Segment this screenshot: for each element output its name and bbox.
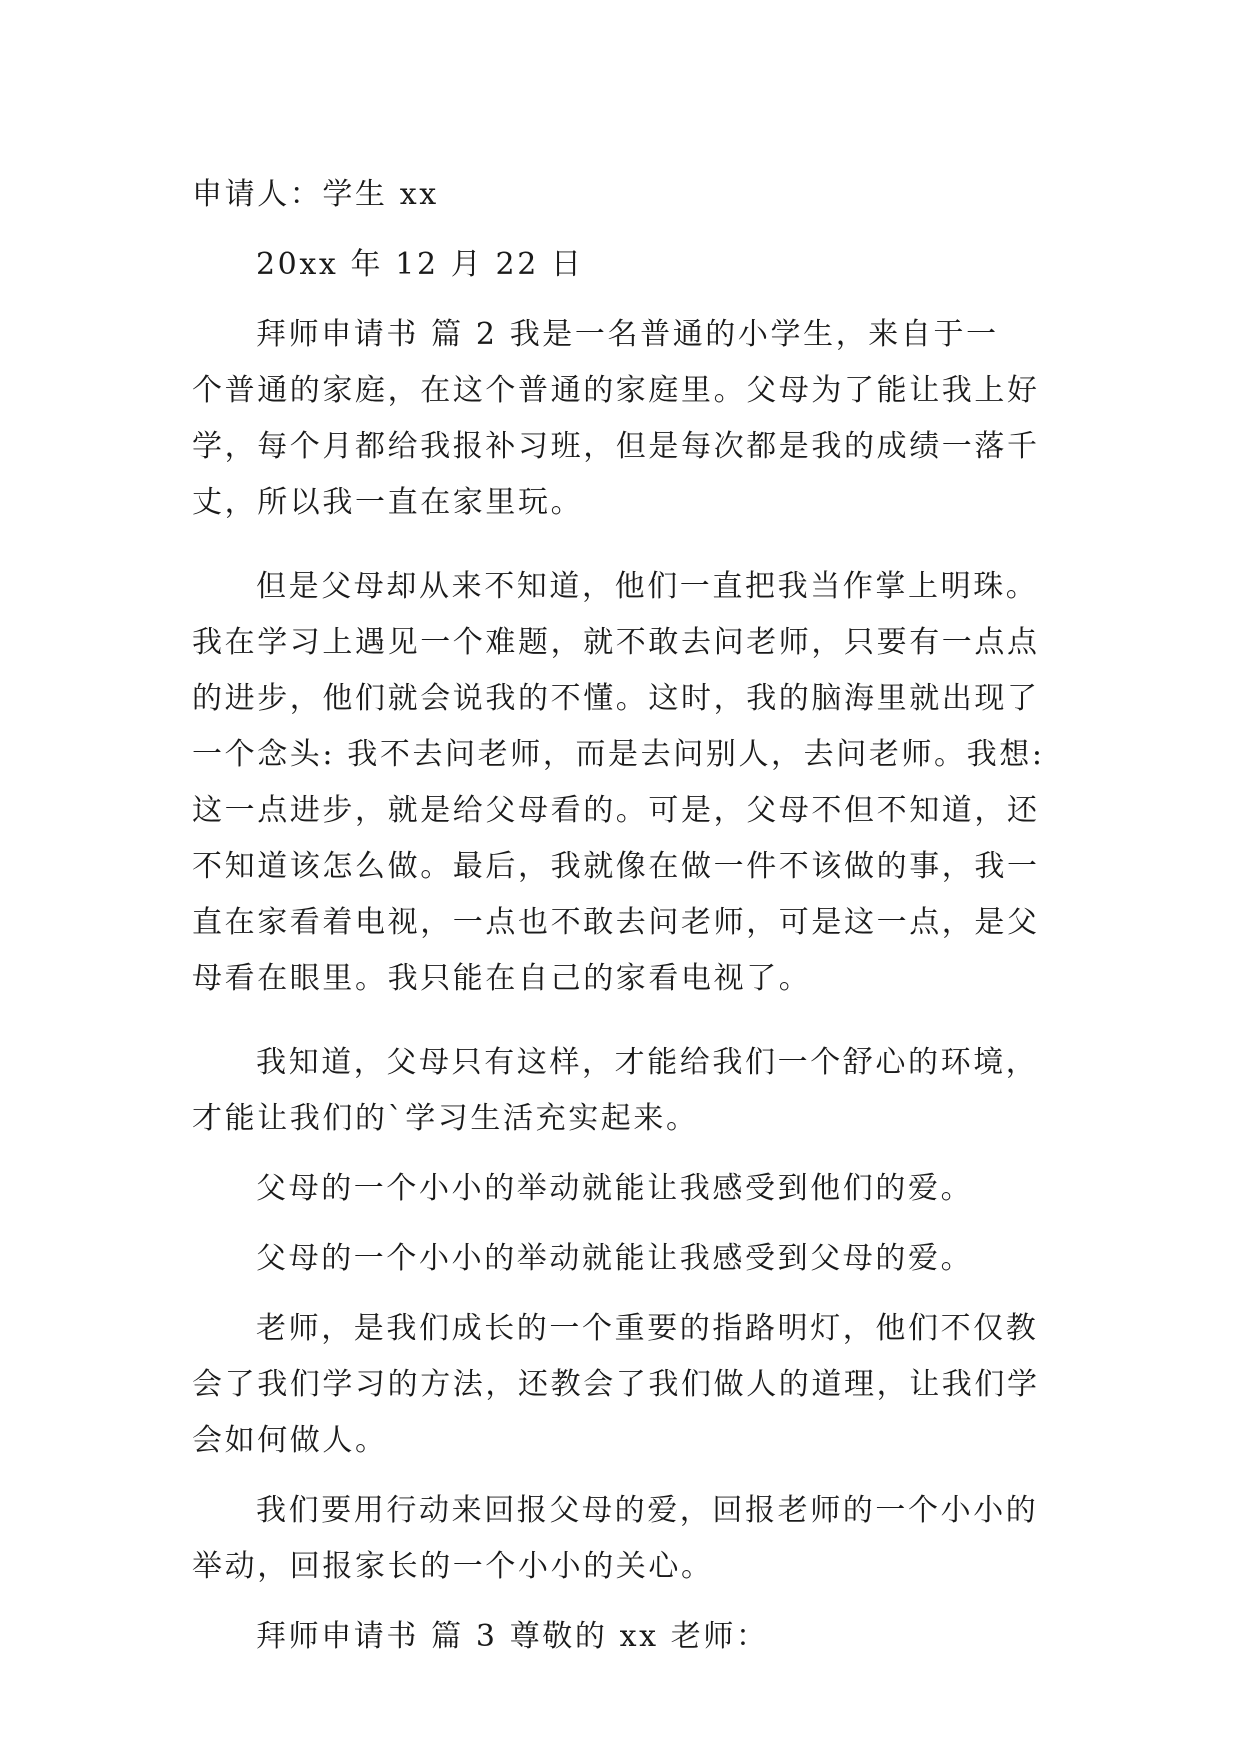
document-body [192,167,1072,1665]
paragraph-6-line: 老师，是我们成长的一个重要的指路明灯，他们不仅教 [256,1311,1039,1346]
paragraph-4: 父母的一个小小的举动就能让我感受到他们的爱。 [256,1171,974,1206]
paragraph-3 [192,1035,1072,1147]
paragraph-2-line: 一个念头: 我不去问老师，而是去问别人，去问老师。我想: [192,737,1045,772]
paragraph-1-line: 丈，所以我一直在家里玩。 [192,485,584,520]
paragraph-7-line: 举动，回报家长的一个小小的关心。 [192,1549,714,1584]
paragraph-3-line: 才能让我们的`学习生活充实起来。 [192,1101,699,1136]
paragraph-1-line: 个普通的家庭，在这个普通的家庭里。父母为了能让我上好 [192,373,1040,408]
paragraph-2-line: 直在家看着电视，一点也不敢去问老师，可是这一点，是父 [192,905,1040,940]
paragraph-2-line: 的进步，他们就会说我的不懂。这时，我的脑海里就出现了 [192,681,1040,716]
paragraph-2-line: 但是父母却从来不知道，他们一直把我当作掌上明珠。 [256,569,1039,604]
paragraph-6-line: 会了我们学习的方法，还教会了我们做人的道理，让我们学 [192,1367,1040,1402]
paragraph-7-line: 我们要用行动来回报父母的爱，回报老师的一个小小的 [256,1493,1039,1528]
paragraph-7 [192,1483,1072,1595]
paragraph-2-line: 母看在眼里。我只能在自己的家看电视了。 [192,961,812,996]
applicant-line: 申请人：学生 xx [192,177,439,212]
paragraph-2-line: 不知道该怎么做。最后，我就像在做一件不该做的事，我一 [192,849,1040,884]
paragraph-2-line: 我在学习上遇见一个难题，就不敢去问老师，只要有一点点 [192,625,1040,660]
paragraph-5: 父母的一个小小的举动就能让我感受到父母的爱。 [256,1241,974,1276]
paragraph-1-line: 学，每个月都给我报补习班，但是每次都是我的成绩一落千 [192,429,1040,464]
paragraph-3-line: 我知道，父母只有这样，才能给我们一个舒心的环境， [256,1045,1039,1080]
paragraph-1-line: 拜师申请书 篇 2 我是一名普通的小学生，来自于一 [256,317,999,352]
paragraph-6 [192,1301,1072,1469]
paragraph-6-line: 会如何做人。 [192,1423,388,1458]
date-line: 20xx 年 12 月 22 日 [256,247,584,282]
paragraph-2 [192,559,1072,1007]
paragraph-1 [192,307,1072,531]
paragraph-8: 拜师申请书 篇 3 尊敬的 xx 老师： [256,1619,769,1654]
paragraph-2-line: 这一点进步，就是给父母看的。可是，父母不但不知道，还 [192,793,1040,828]
